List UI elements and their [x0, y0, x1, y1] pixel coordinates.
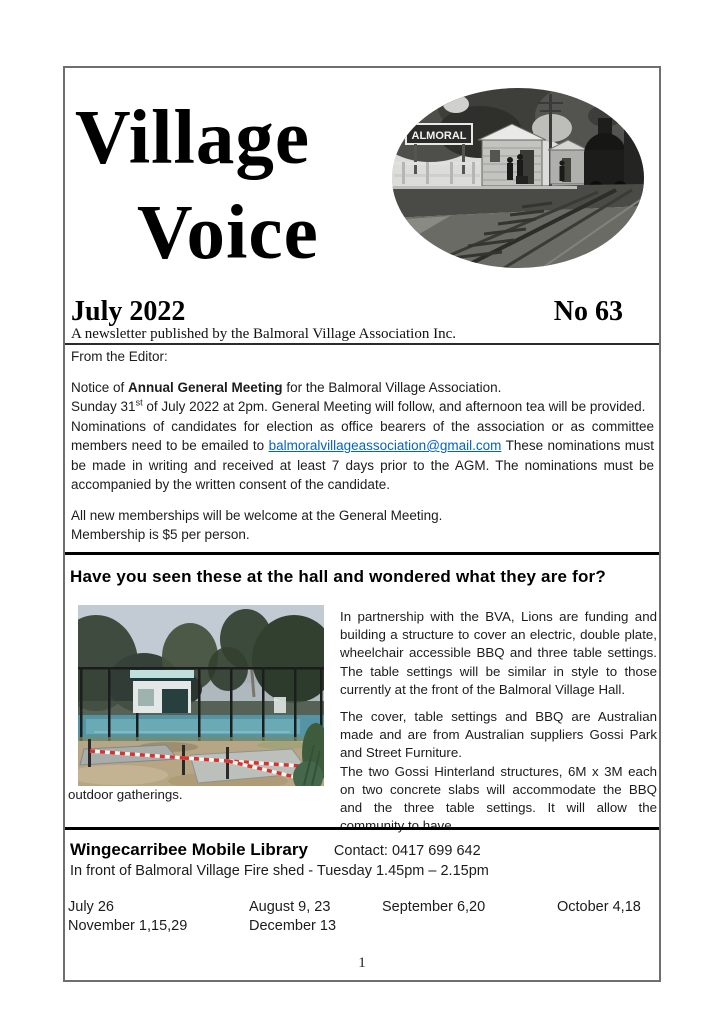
hall-overflow-text: outdoor gatherings.: [68, 787, 183, 802]
nominations-post: These nominations must be made in writing and received at least 7 days prior to the AGM. The nominations must be accompanied by the written consent of the candidate.: [71, 438, 654, 492]
secondary-shed: [548, 140, 588, 184]
editor-salutation: From the Editor:: [71, 349, 168, 364]
issue-number: No 63: [553, 296, 623, 327]
agm-notice-paragraph: [71, 378, 654, 495]
court-fence: [78, 667, 324, 741]
notice-bold: Annual General Meeting: [128, 379, 283, 395]
library-date: December 13: [249, 918, 337, 934]
library-date: September 6,20: [382, 899, 486, 915]
page-number: 1: [358, 955, 366, 971]
title-line-2: Voice: [137, 189, 319, 275]
station-sign-text: ALMORAL: [411, 130, 467, 142]
masthead-divider: [65, 343, 659, 345]
hall-paragraph-1: In partnership with the BVA, Lions are funding and building a structure to cover an electric, double plate, wheelchair accessible BBQ and three table settings. The table settings will be similar in style to those currently at the front of the Balmoral Village Hall.: [340, 609, 657, 697]
library-date: October 4,18: [557, 899, 641, 915]
hall-section-body: [340, 608, 657, 835]
newsletter-subtitle: A newsletter published by the Balmoral Village Association Inc.: [71, 326, 456, 342]
issue-date: July 2022: [71, 296, 186, 327]
library-contact: Contact: 0417 699 642: [333, 843, 481, 859]
library-location: In front of Balmoral Village Fire shed - Tuesday 1.45pm – 2.15pm: [70, 863, 489, 879]
hall-paragraph-3: The two Gossi Hinterland structures, 6M x 3M each on two concrete slabs will accommodate the BBQ and the three table settings. It will allow the community to have: [340, 763, 657, 834]
membership-line-1: All new memberships will be welcome at the General Meeting.: [71, 507, 443, 523]
library-date: August 9, 23: [249, 899, 331, 915]
notice-prefix: Notice of: [71, 379, 129, 395]
editor-section-divider: [65, 552, 659, 555]
library-date: November 1,15,29: [68, 918, 188, 934]
library-name: Wingecarribee Mobile Library: [70, 840, 308, 859]
editor-section: [71, 347, 654, 545]
membership-line-2: Membership is $5 per person.: [71, 527, 250, 542]
page-border-frame: [63, 66, 661, 982]
library-date: July 26: [68, 899, 114, 915]
balmoral-station-illustration: [392, 88, 644, 268]
newsletter-title: [75, 90, 319, 280]
notice-suffix: for the Balmoral Village Association.: [282, 379, 502, 395]
title-line-1: Village: [75, 94, 311, 180]
station-oval-photo: [392, 88, 644, 268]
hall-bbq-slabs-photo: [78, 605, 324, 786]
agm-date-post: of July 2022 at 2pm. General Meeting will follow, and afternoon tea will be provided.: [142, 399, 646, 414]
agm-date-pre: Sunday 31: [71, 399, 136, 414]
issue-row: [71, 296, 623, 328]
hall-paragraph-2: The cover, table settings and BBQ are Australian made and are from Australian suppliers Gossi Park and Street Furniture.: [340, 709, 657, 761]
hall-section-heading: Have you seen these at the hall and wondered what they are for?: [70, 567, 606, 586]
library-header: [70, 840, 481, 860]
nominations-pre: Nominations of candidates for election as office bearers of the association or as committee members need to be emailed to: [71, 418, 654, 453]
hall-photo-illustration: [78, 605, 324, 786]
agm-date-sup: st: [135, 397, 143, 408]
association-email-link[interactable]: balmoralvillageassociation@gmail.com: [268, 438, 502, 453]
hall-section-divider: [65, 827, 659, 830]
membership-paragraph: [71, 506, 654, 545]
steam-train: [584, 105, 644, 196]
